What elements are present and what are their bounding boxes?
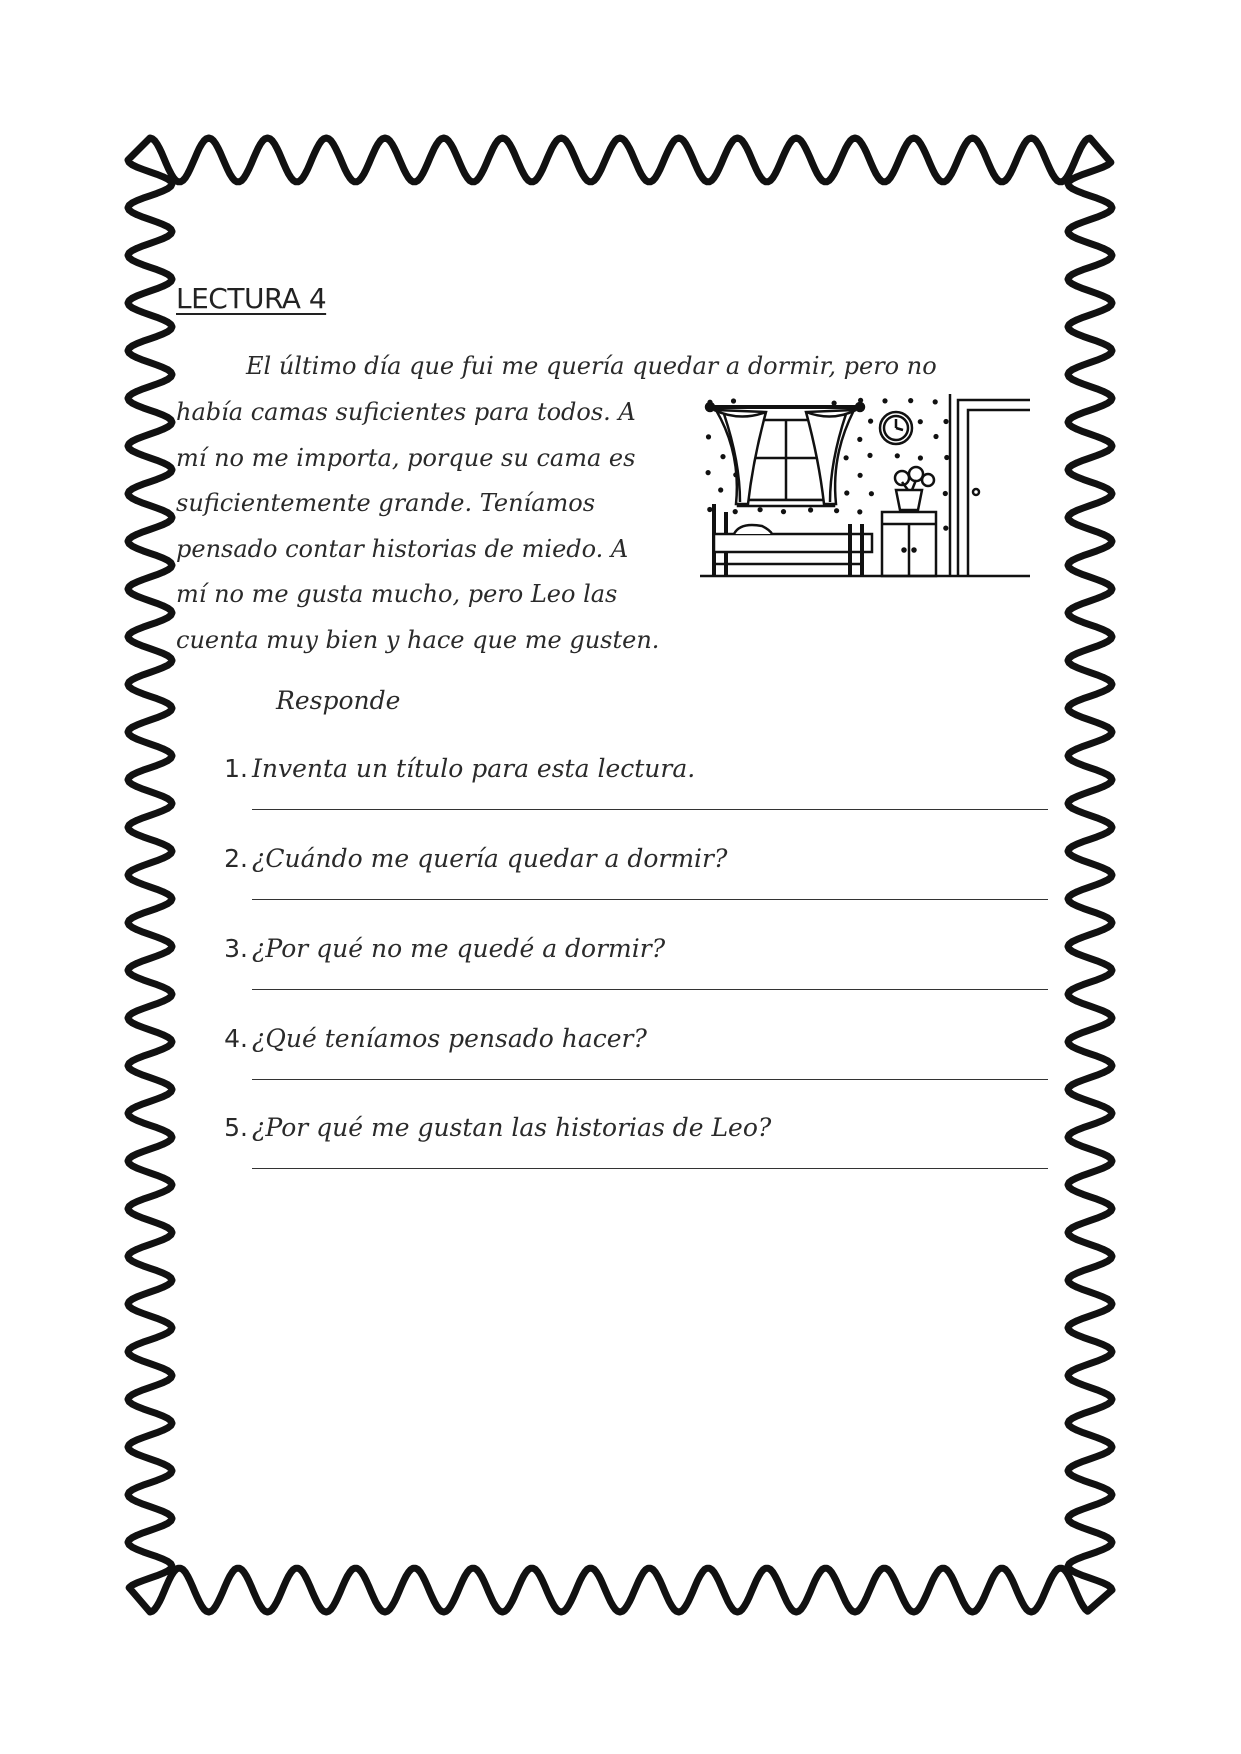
wallpaper-dot [834,508,839,513]
question-4 [212,1024,1048,1104]
wallpaper-dot [918,419,923,424]
bedroom-icon [700,394,1030,584]
question-number: 4. [224,1024,248,1053]
question-number: 3. [224,934,248,963]
answer-line[interactable] [252,989,1048,990]
question-number: 1. [224,754,248,783]
wallpaper-dot [882,398,887,403]
reading-line: mí no me gusta mucho, pero Leo las [176,580,618,608]
question-3 [212,934,1048,1014]
wallpaper-dot [758,507,763,512]
answer-line[interactable] [252,1079,1048,1080]
wallpaper-dot [731,398,736,403]
wallpaper-dot [781,509,786,514]
question-text: ¿Cuándo me quería quedar a dormir? [252,844,728,873]
wallpaper-dot [844,455,849,460]
question-text: ¿Por qué no me quedé a dormir? [252,934,666,963]
wallpaper-dot [867,453,872,458]
wallpaper-dot [933,434,938,439]
reading-line: pensado contar historias de miedo. A [176,535,629,563]
wallpaper-dot [933,399,938,404]
wallpaper-dot [706,470,711,475]
question-number: 5. [224,1113,248,1142]
wallpaper-dot [733,509,738,514]
wallpaper-dot [868,419,873,424]
question-1 [212,754,1048,834]
wallpaper-dot [718,487,723,492]
wallpaper-dot [706,434,711,439]
wallpaper-dot [858,473,863,478]
page-title: LECTURA 4 [176,282,327,315]
question-text: Inventa un título para esta lectura. [252,754,696,783]
answer-line[interactable] [252,1168,1048,1169]
reading-line: El último día que fui me quería quedar a dormir, pero no [246,352,937,380]
question-text: ¿Por qué me gustan las historias de Leo? [252,1113,772,1142]
wallpaper-dot [943,419,948,424]
wallpaper-dot [943,526,948,531]
wallpaper-dot [707,507,712,512]
reading-line: mí no me importa, porque su cama es [176,444,636,472]
question-text: ¿Qué teníamos pensado hacer? [252,1024,647,1053]
wallpaper-dot [808,507,813,512]
wallpaper-dot [844,490,849,495]
reading-line: suficientemente grande. Teníamos [176,489,596,517]
wallpaper-dot [857,437,862,442]
reading-line: había camas suficientes para todos. A [176,398,636,426]
wallpaper-dot [857,509,862,514]
wallpaper-dot [869,491,874,496]
respond-label: Responde [276,686,401,715]
wallpaper-dot [720,454,725,459]
wallpaper-dot [943,491,948,496]
wallpaper-dot [908,398,913,403]
wallpaper-dot [918,455,923,460]
answer-line[interactable] [252,809,1048,810]
question-5 [212,1113,1048,1193]
question-2 [212,844,1048,924]
reading-line: cuenta muy bien y hace que me gusten. [176,626,660,654]
wallpaper-dot [895,453,900,458]
wallpaper-dot [832,401,837,406]
answer-line[interactable] [252,899,1048,900]
question-number: 2. [224,844,248,873]
wallpaper-dot [944,455,949,460]
